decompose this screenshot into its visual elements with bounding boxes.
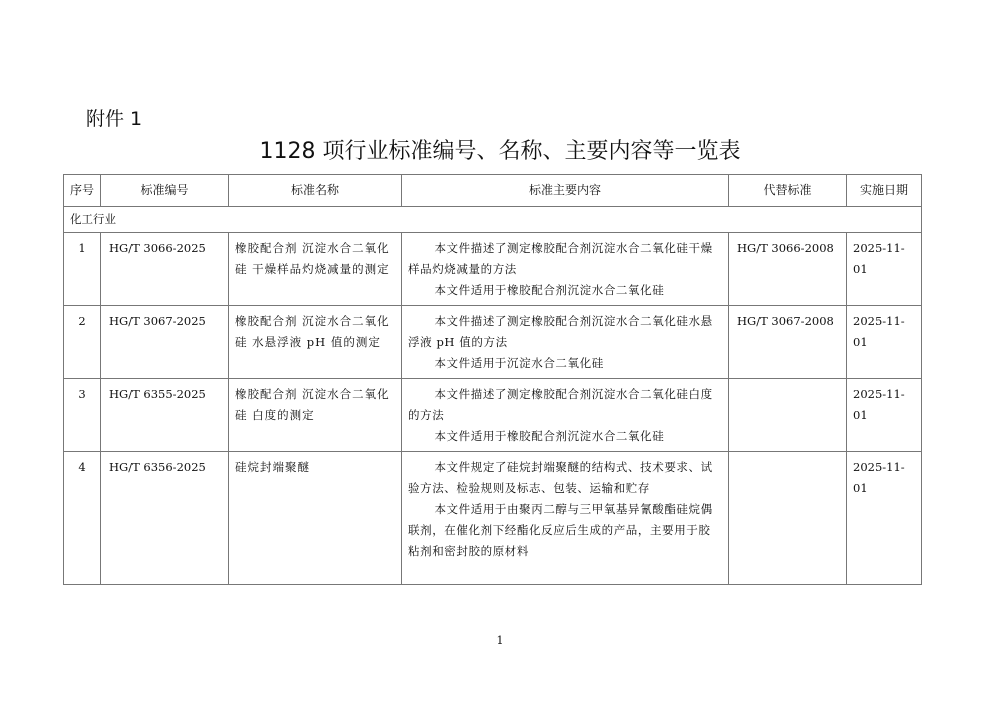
row-name: 橡胶配合剂 沉淀水合二氧化硅 白度的测定 <box>229 379 402 452</box>
content-scope: 本文件适用于沉淀水合二氧化硅 <box>434 356 604 370</box>
row-name: 橡胶配合剂 沉淀水合二氧化硅 干燥样品灼烧减量的测定 <box>229 233 402 306</box>
row-content <box>402 379 729 452</box>
row-code: HG/T 3067-2025 <box>101 306 229 379</box>
row-date: 2025-11-01 <box>847 306 922 379</box>
row-code: HG/T 6355-2025 <box>101 379 229 452</box>
content-description: 本文件描述了测定橡胶配合剂沉淀水合二氧化硅干燥样品灼烧减量的方法 <box>408 241 713 276</box>
header-seq: 序号 <box>64 175 101 207</box>
row-name: 橡胶配合剂 沉淀水合二氧化硅 水悬浮液 pH 值的测定 <box>229 306 402 379</box>
header-name: 标准名称 <box>229 175 402 207</box>
standards-table <box>63 174 922 585</box>
attachment-label: 附件 1 <box>86 108 143 130</box>
content-scope: 本文件适用于由聚丙二醇与三甲氧基异氰酸酯硅烷偶联剂，在催化剂下经酯化反应后生成的产品，主要用于胶粘剂和密封胶的原材料 <box>408 502 713 558</box>
table-row <box>64 452 922 585</box>
row-content <box>402 306 729 379</box>
table-row <box>64 379 922 452</box>
document-title: 1128 项行业标准编号、名称、主要内容等一览表 <box>259 139 741 164</box>
content-description: 本文件规定了硅烷封端聚醚的结构式、技术要求、试验方法、检验规则及标志、包装、运输和贮存 <box>408 460 713 495</box>
row-seq: 3 <box>64 379 101 452</box>
row-content <box>402 233 729 306</box>
header-content: 标准主要内容 <box>402 175 729 207</box>
row-date: 2025-11-01 <box>847 233 922 306</box>
content-scope: 本文件适用于橡胶配合剂沉淀水合二氧化硅 <box>434 429 665 443</box>
row-date: 2025-11-01 <box>847 379 922 452</box>
row-replaced <box>729 379 847 452</box>
row-date: 2025-11-01 <box>847 452 922 585</box>
header-date: 实施日期 <box>847 175 922 207</box>
row-seq: 4 <box>64 452 101 585</box>
header-replaced: 代替标准 <box>729 175 847 207</box>
row-code: HG/T 3066-2025 <box>101 233 229 306</box>
row-replaced <box>729 452 847 585</box>
row-seq: 1 <box>64 233 101 306</box>
row-replaced: HG/T 3066-2008 <box>729 233 847 306</box>
page-number: 1 <box>496 634 504 647</box>
category-label: 化工行业 <box>64 207 922 233</box>
content-description: 本文件描述了测定橡胶配合剂沉淀水合二氧化硅水悬浮液 pH 值的方法 <box>408 314 713 349</box>
row-replaced: HG/T 3067-2008 <box>729 306 847 379</box>
content-scope: 本文件适用于橡胶配合剂沉淀水合二氧化硅 <box>434 283 665 297</box>
table-row <box>64 306 922 379</box>
row-name: 硅烷封端聚醚 <box>229 452 402 585</box>
row-content <box>402 452 729 585</box>
category-row <box>64 207 922 233</box>
row-seq: 2 <box>64 306 101 379</box>
table-row <box>64 233 922 306</box>
row-code: HG/T 6356-2025 <box>101 452 229 585</box>
header-code: 标准编号 <box>101 175 229 207</box>
table-header-row <box>64 175 922 207</box>
content-description: 本文件描述了测定橡胶配合剂沉淀水合二氧化硅白度的方法 <box>408 387 713 422</box>
